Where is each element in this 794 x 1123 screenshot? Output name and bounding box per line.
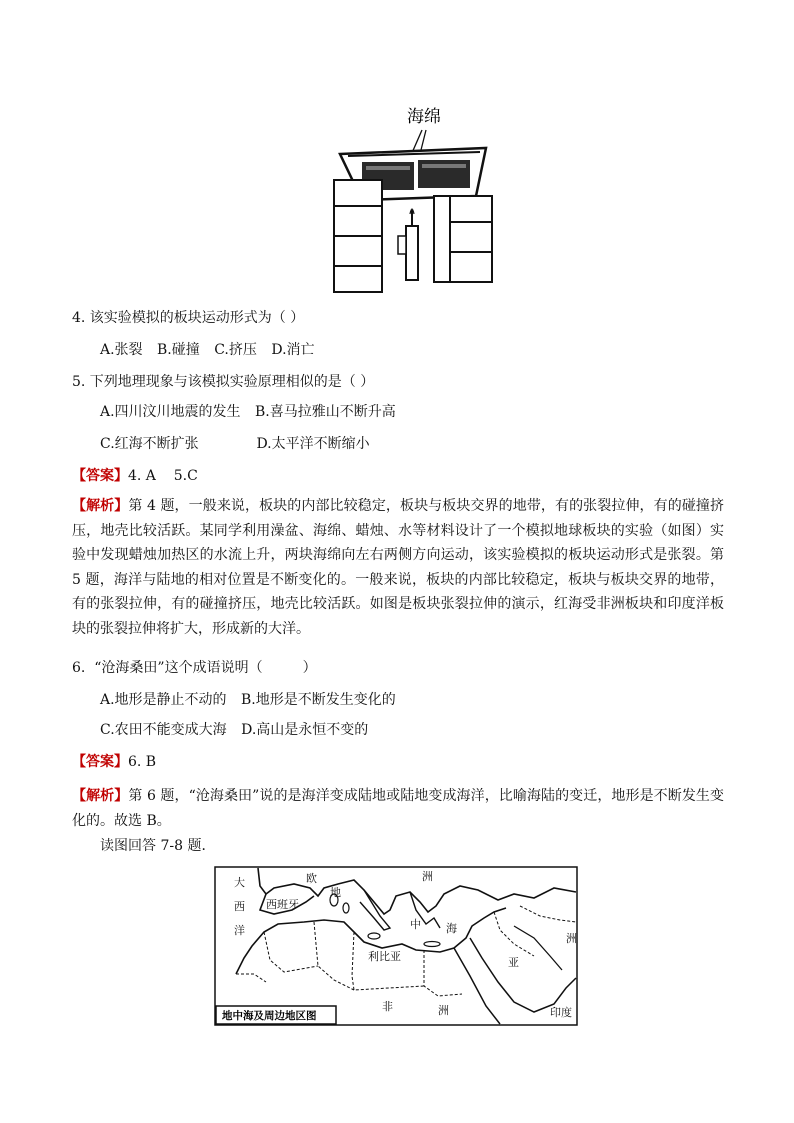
q4-option-a: A.张裂 [100, 342, 143, 358]
q4-option-b: B.碰撞 [157, 342, 200, 358]
q5-option-c: C.红海不断扩张 [100, 436, 199, 452]
label-africa-2: 洲 [438, 1004, 449, 1017]
answer-tag: 【答案】 [72, 468, 128, 484]
mediterranean-map [214, 866, 578, 1026]
label-medi-2: 中 [410, 918, 421, 931]
analysis-text: 第 6 题，“沧海桑田”说的是海洋变成陆地或陆地变成海洋，比喻海陆的变迁，地形是不断发生变化的。故选 B。 [72, 788, 725, 829]
q6-option-b: B.地形是不断发生变化的 [241, 692, 396, 708]
analysis-tag: 【解析】 [72, 498, 129, 514]
label-medi-3: 海 [446, 922, 457, 935]
label-libya: 利比亚 [368, 950, 401, 963]
question-6-options-row1 [100, 690, 396, 710]
sponge-label: 海绵 [407, 107, 441, 127]
q4-option-d: D.消亡 [271, 342, 315, 358]
question-6-stem: 6. “沧海桑田”这个成语说明（ ） [72, 660, 317, 676]
label-atlantic-3: 洋 [234, 924, 245, 937]
question-5-options-row1 [100, 402, 396, 422]
answer-tag: 【答案】 [72, 754, 128, 770]
analysis-block-2 [72, 784, 724, 833]
q6-option-a: A.地形是静止不动的 [100, 692, 227, 708]
label-atlantic-1: 大 [234, 876, 245, 889]
analysis-block-1 [72, 494, 724, 641]
intro-7-8: 读图回答 7-8 题． [100, 838, 216, 854]
q5-option-d: D.太平洋不断缩小 [256, 436, 370, 452]
map-caption: 地中海及周边地区图 [222, 1010, 317, 1022]
experiment-figure [326, 96, 498, 296]
question-6-options-row2 [100, 720, 368, 740]
label-europe-1: 欧 [306, 872, 317, 885]
label-india: 印度 [550, 1006, 572, 1019]
question-4-stem: 4. 该实验模拟的板块运动形式为（ ） [72, 310, 305, 326]
answer-text: 6. B [128, 754, 157, 770]
label-zhou-right: 洲 [566, 932, 577, 945]
question-5-stem: 5. 下列地理现象与该模拟实验原理相似的是（ ） [72, 374, 375, 390]
q6-option-c: C.农田不能变成大海 [100, 722, 227, 738]
experiment-illustration [326, 96, 498, 296]
label-medi-1: 地 [330, 886, 341, 899]
map-illustration [214, 866, 578, 1026]
analysis-tag: 【解析】 [72, 788, 129, 804]
label-africa-1: 非 [382, 1000, 393, 1013]
q5-option-a: A.四川汶川地震的发生 [100, 404, 241, 420]
label-spain: 西班牙 [266, 898, 299, 911]
answer-block-2 [72, 752, 156, 772]
answer-text: 4. A 5.C [128, 468, 198, 484]
q6-option-d: D.高山是永恒不变的 [241, 722, 369, 738]
answer-block-1 [72, 466, 198, 486]
question-4-options [100, 340, 315, 360]
analysis-text: 第 4 题，一般来说，板块的内部比较稳定，板块与板块交界的地带，有的张裂拉伸，有的碰撞挤压，地壳比较活跃。某同学利用澡盆、海绵、蜡烛、水等材料设计了一个模拟地球板块的实验（如图）实验中发现蜡烛加热区的水流上升，两块海绵向左右两侧方向运动，该实验模拟的板块运动形式是张裂。第 5 题，海洋与陆地的相对位置是不断变化的。一般来说，板块的内部比较稳定，板块与板块交界的地带，有的张裂拉伸，有的碰撞挤压，地壳比较活跃。如图是板块张裂拉伸的演示，红海受非洲板块和印度洋板块的张裂拉伸将扩大，形成新的大洋。 [72, 498, 725, 637]
question-5-options-row2 [100, 434, 370, 454]
q5-option-b: B.喜马拉雅山不断升高 [255, 404, 396, 420]
q4-option-c: C.挤压 [214, 342, 257, 358]
label-atlantic-2: 西 [234, 900, 245, 913]
label-asia: 亚 [508, 956, 519, 969]
label-europe-2: 洲 [422, 870, 433, 883]
